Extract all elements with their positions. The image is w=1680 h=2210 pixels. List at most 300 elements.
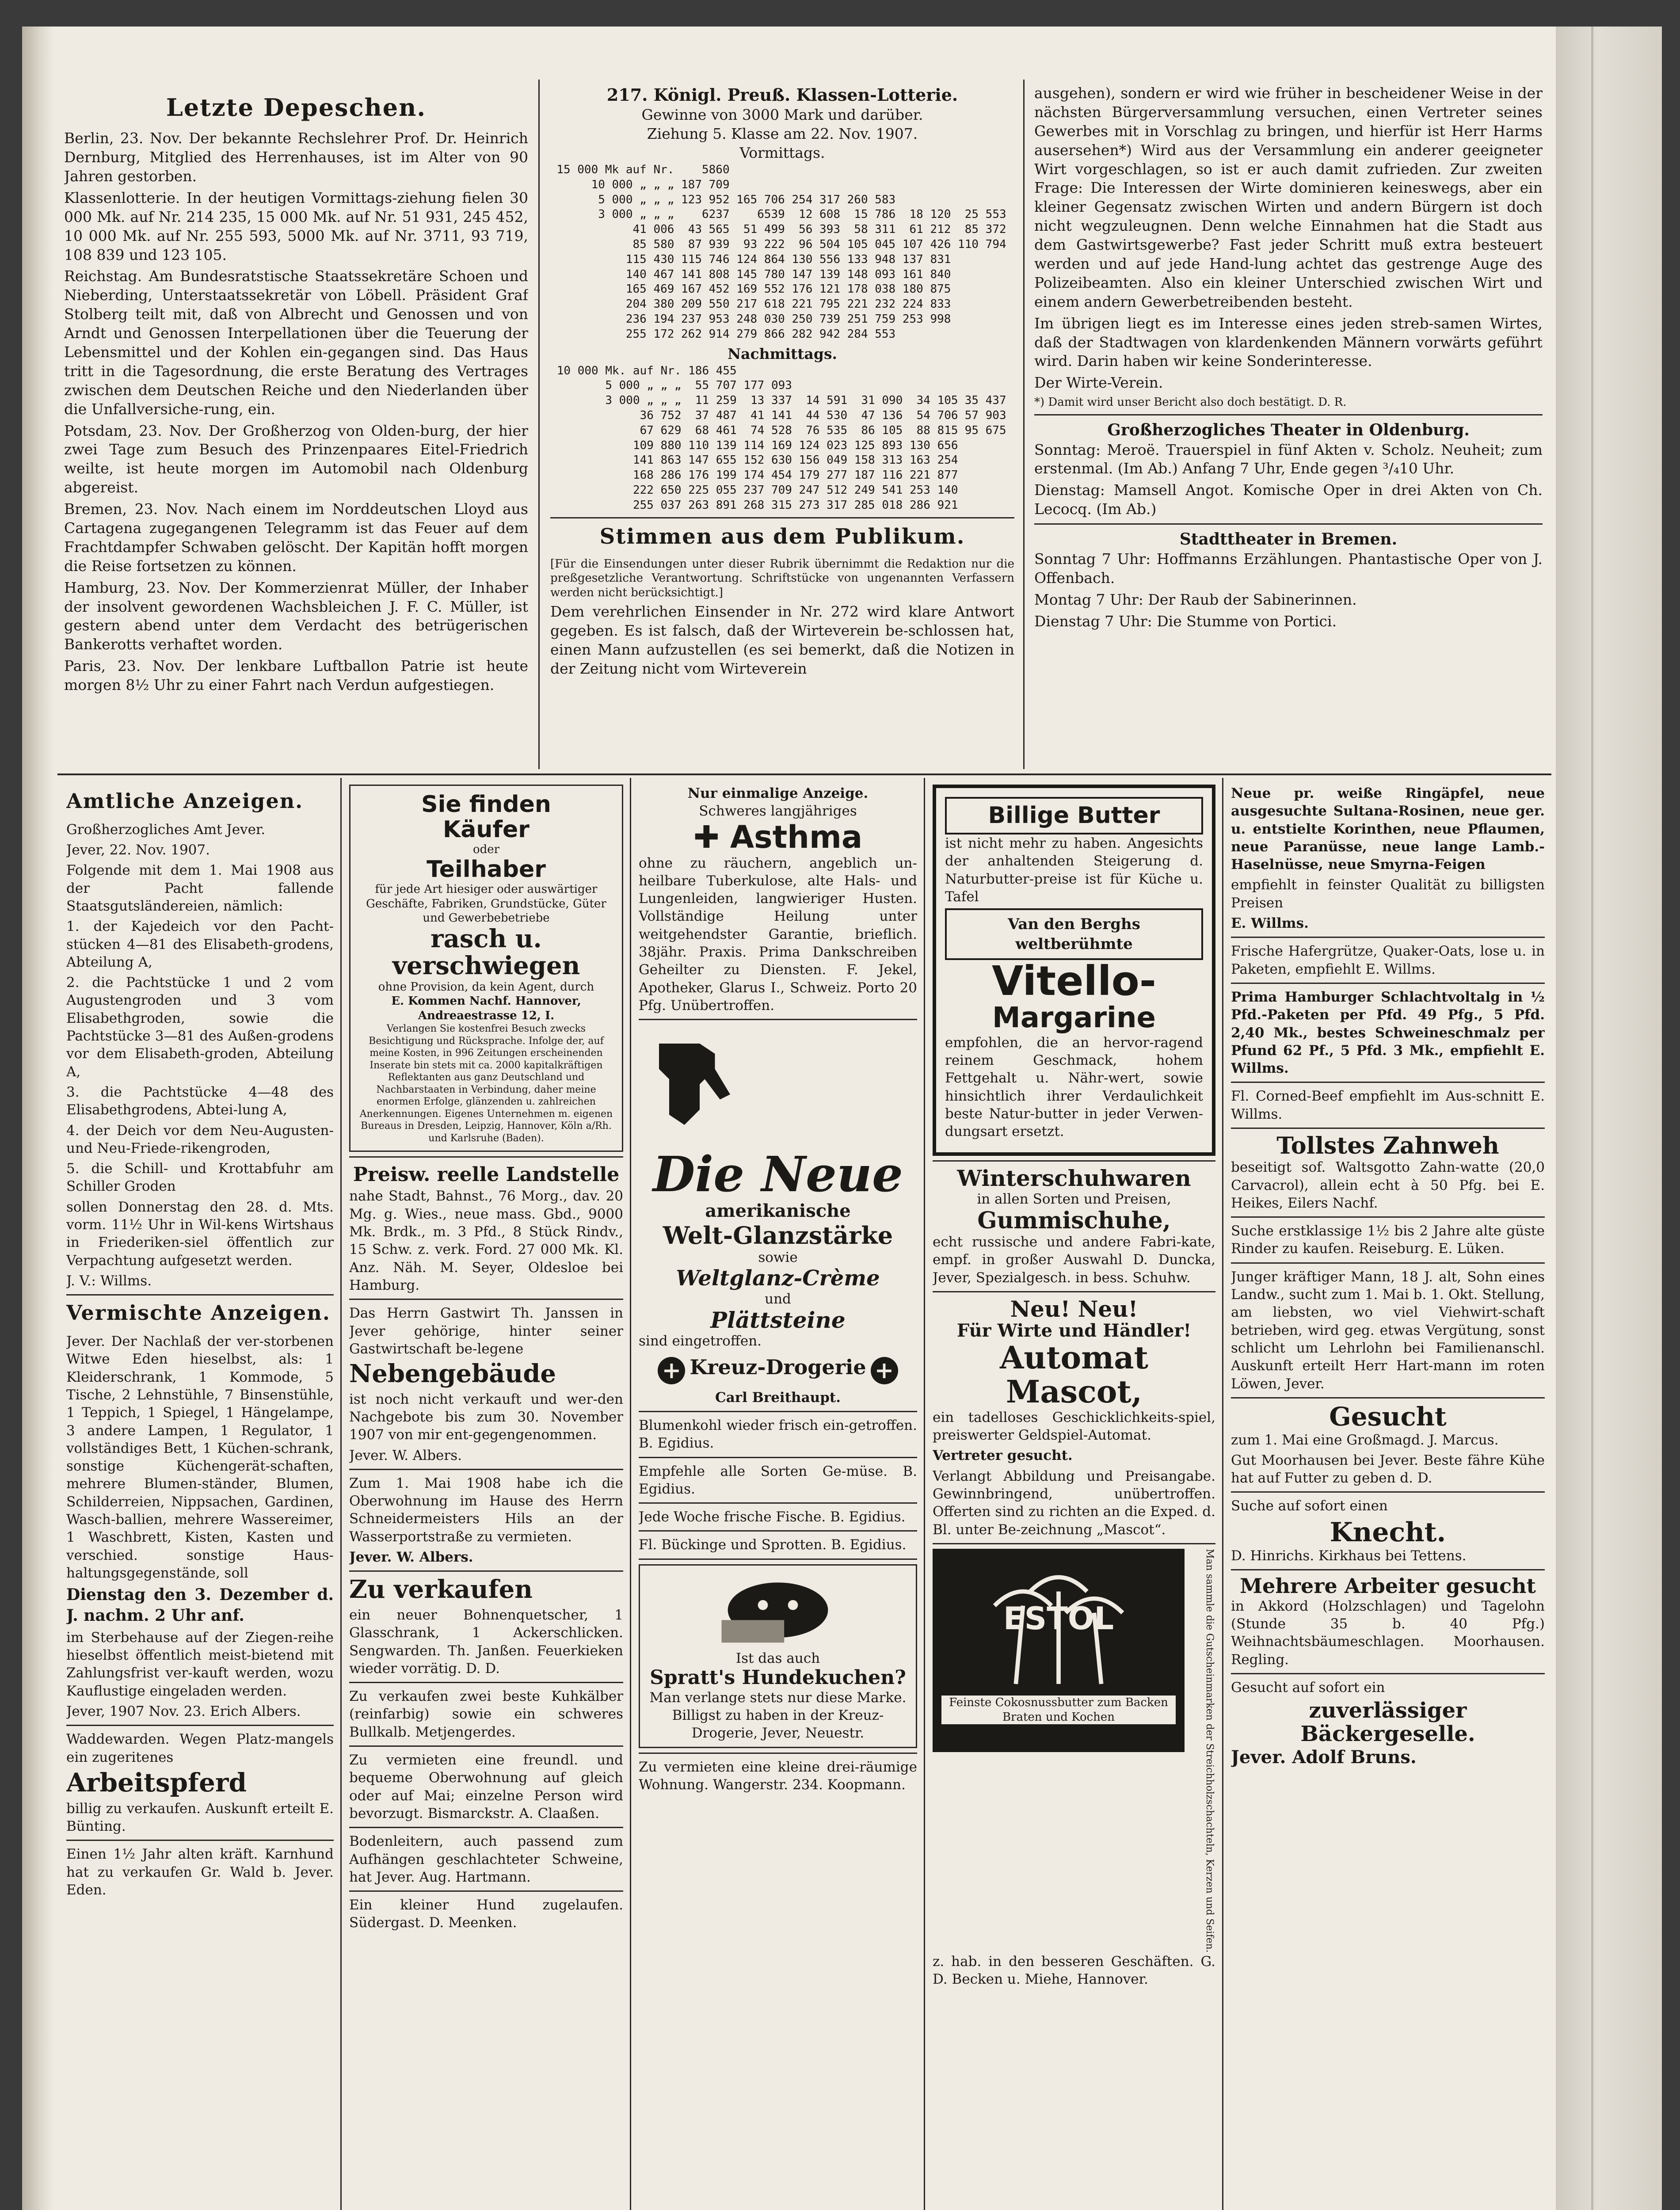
butter-brand1: Van den Berghs weltberühmte <box>945 908 1203 960</box>
publikum-note: [Für die Einsendungen unter dieser Rubrik übernimmt die Redaktion nur die preßgesetzliche Verantwortung. Schriftstücke von ungenannten Verfassern werden nicht berücksichtigt.] <box>550 557 1014 599</box>
page-edge-right <box>1556 27 1662 2210</box>
knecht-title: Knecht. <box>1330 1517 1446 1548</box>
lotterie-cell <box>898 327 953 342</box>
lotterie-cell: 58 311 <box>854 223 896 236</box>
bulldog-icon <box>644 1570 911 1645</box>
lotterie-cell: 145 780 <box>736 267 785 281</box>
lotterie-cell: 177 093 <box>743 379 792 392</box>
lotterie-cell: 140 467 <box>625 267 674 281</box>
lotterie-cell: 165 706 <box>736 193 785 206</box>
lotterie-row <box>550 483 1014 498</box>
lotterie-cell: 253 140 <box>909 483 958 497</box>
lotterie-cell: 148 093 <box>847 267 896 281</box>
lotterie-cell <box>1009 178 1014 193</box>
lotterie-cell: 87 939 <box>688 238 730 251</box>
lotterie-row <box>550 498 1014 513</box>
mascot-l4: Vertreter gesucht. <box>933 1448 1073 1464</box>
butter-column <box>933 785 1215 2210</box>
egidius-ad: Empfehle alle Sorten Ge-müse. B. Egidius. <box>639 1463 917 1497</box>
lotterie-cell: 3 000 „ „ „ <box>598 208 674 221</box>
lotterie-date: Ziehung 5. Klasse am 22. Nov. 1907. <box>647 125 918 143</box>
asthma-title-row <box>639 820 917 854</box>
lotterie-cell: 25 553 <box>964 208 1006 221</box>
lotterie-cell <box>1009 408 1014 423</box>
lotterie-cell <box>898 178 953 193</box>
lotterie-cell <box>843 163 898 178</box>
amtliche-column <box>66 785 334 2210</box>
kaeufer-ad <box>349 785 623 1152</box>
lotterie-cell: 85 580 <box>632 238 674 251</box>
lotterie-cell <box>1009 207 1014 222</box>
glanz-l2: amerikanische <box>705 1200 851 1222</box>
lotterie-cell <box>795 364 850 379</box>
lotterie-cell: 254 317 <box>792 193 841 206</box>
baecker-pre: Gesucht auf sofort ein <box>1231 1679 1385 1696</box>
lotterie-cell: 249 541 <box>854 483 903 497</box>
landstelle-title: Preisw. reelle Landstelle <box>353 1163 620 1186</box>
kaeufer-l4: Teilhaber <box>427 856 546 883</box>
depesche-item: Paris, 23. Nov. Der lenkbare Luftballon Patrie ist heute morgen 8½ Uhr zu einer Fahrt nach Verdun aufgestiegen. <box>64 657 528 694</box>
lotterie-cell <box>953 163 1009 178</box>
glanz-l6: und <box>765 1291 791 1307</box>
lotterie-cell: 12 608 <box>799 208 841 221</box>
lotterie-cell: 247 512 <box>799 483 848 497</box>
lotterie-cell: 236 194 <box>625 312 674 326</box>
lotterie-cell <box>898 163 953 178</box>
lotterie-row <box>550 453 1014 468</box>
vermischte-sign: Jever, 1907 Nov. 23. Erich Albers. <box>66 1703 301 1719</box>
lotterie-row <box>550 423 1014 438</box>
lotterie-cell: 124 864 <box>736 252 785 266</box>
lotterie-cell: 96 504 <box>799 238 841 251</box>
lotterie-cell: 36 752 <box>640 408 682 422</box>
nachmittags-table <box>550 364 1014 513</box>
theater-line: Sonntag: Meroë. Trauerspiel in fünf Akten v. Scholz. Neuheit; zum erstenmal. (Im Ab.) Anfang 7 Uhr, Ende gegen ³/₄10 Uhr. <box>1034 441 1543 477</box>
lotterie-cell: 44 530 <box>806 408 848 422</box>
vermieten-text: Zu vermieten eine freundl. und bequeme Oberwohnung auf gleich oder auf Mai; einzelne Person wird bevorzugt. Bismarckstr. A. Claaßen. <box>349 1752 623 1821</box>
nebengebaeude-text1: Das Herrn Gastwirt Th. Janssen in Jever gehörige, hinter seiner Gastwirtschaft be-legene <box>349 1305 623 1357</box>
lotterie-cell <box>961 438 1009 453</box>
rind-text: Einen 1½ Jahr alten kräft. Karnhund hat zu verkaufen Gr. Wald b. Jever. Eden. <box>66 1846 334 1898</box>
wadde-text: Waddewarden. Wegen Platz-mangels ein zugeritenes <box>66 1731 334 1765</box>
lotterie-cell <box>953 178 1009 193</box>
gesucht-text2: Gut Moorhausen bei Jever. Beste fähre Kühe hat auf Futter zu geben d. D. <box>1231 1452 1545 1486</box>
theater-line: Montag 7 Uhr: Der Raub der Sabinerinnen. <box>1034 591 1357 608</box>
plus-cross-icon: ✚ <box>693 819 720 855</box>
nebengebaeude-text2: ist noch nicht verkauft und wer-den Nachgebote bis zum 30. November 1907 von mir ent-gegengenommen. <box>349 1391 623 1443</box>
mascot-text: ein tadelloses Geschicklichkeits-spiel, preiswerter Geldspiel-Automat. <box>933 1409 1215 1444</box>
newspaper-page <box>22 27 1556 2210</box>
kaeufer-l6: rasch u. verschwiegen <box>392 924 580 981</box>
amtliche-line: sollen Donnerstag den 28. d. Mts. vorm. 11½ Uhr in Wil-kens Wirtshaus in Friederiken-siel öffentlich zur Verpachtung aufgesetzt werden. <box>66 1199 334 1269</box>
lotterie-cell: 41 141 <box>750 408 792 422</box>
lotterie-cell <box>843 178 898 193</box>
butter-text2: empfohlen, die an hervor-ragend reinem Geschmack, hohem Fettgehalt u. Nähr-wert, sowie hinsichtlich ihrer Verdaulichkeit beste Natur-butter in jeder Verwen-dungsart ersetzt. <box>945 1034 1203 1140</box>
asthma-kicker: Nur einmalige Anzeige. <box>687 785 869 801</box>
estol-ad <box>933 1549 1215 1953</box>
lotterie-cell: 279 866 <box>736 327 785 341</box>
lotterie-cell <box>953 193 1009 208</box>
lotterie-cell: 250 739 <box>792 312 841 326</box>
column-rule <box>340 778 342 2210</box>
lotterie-cell: 3 000 „ „ „ <box>605 394 682 408</box>
lotterie-cell: 253 998 <box>902 312 951 326</box>
lotterie-row <box>550 468 1014 483</box>
lotterie-cell <box>1009 327 1014 342</box>
lotterie-cell: 169 552 <box>736 282 785 296</box>
lotterie-cell <box>1009 378 1014 393</box>
lotterie-cell: 141 863 <box>632 453 682 467</box>
kuhkaelber-text: Zu verkaufen zwei beste Kuhkälber (reinfarbig) sowie ein schweres Bullkalb. Metjengerdes. <box>349 1688 623 1740</box>
lotterie-cell: 88 815 <box>916 423 958 437</box>
verkaufen-text: ein neuer Bohnenquetscher, 1 Glasschrank, 1 Ackerschlicken. Sengwarden. Th. Janßen. Feuerkieken wieder vorrätig. D. D. <box>349 1607 623 1677</box>
lotterie-cell: 15 000 Mk auf Nr. <box>556 163 674 177</box>
lotterie-row <box>550 207 1014 222</box>
glanz-l3: Welt-Glanzstärke <box>663 1221 893 1250</box>
asthma-text: ohne zu räuchern, angeblich un-heilbare Tuberkulose, alte Hals- und Lungenleiden, langwieriger Husten. Vollständige Heilung unter weitgehendster Garantie, brieflich. 38jähr. Praxis. Prima Dankschreiben Geheilter zu Diensten. F. Jekel, Apotheker, Glarus I., Schweiz. Porto 20 Pfg. Unübertroffen. <box>639 855 917 1014</box>
lotterie-cell: 262 914 <box>681 327 730 341</box>
egidius-ad: Fl. Bückinge und Sprotten. B. Egidius. <box>639 1537 907 1553</box>
lotterie-cell <box>1009 468 1014 483</box>
publikum-text: Dem verehrlichen Einsender in Nr. 272 wird klare Antwort gegeben. Es ist falsch, daß der Wirteverein be-schlossen hat, einen Mann aufzustellen (es sei bemerkt, daß die Notizen in der Zeitung nicht vom Wirteverein <box>550 603 1014 678</box>
lotterie-cell <box>953 282 1009 297</box>
lotterie-cell <box>795 378 850 393</box>
lotterie-cell <box>898 193 953 208</box>
lotterie-row <box>550 327 1014 342</box>
lotterie-row <box>550 163 1014 178</box>
lotterie-cell: 34 105 <box>916 394 958 408</box>
lotterie-cell <box>953 267 1009 282</box>
lotterie-cell: 156 049 <box>799 453 848 467</box>
amtliche-line: Jever, 22. Nov. 1907. <box>66 842 210 858</box>
lotterie-cell <box>1009 393 1014 408</box>
spratt-ad <box>639 1564 917 1748</box>
lotterie-cell: 76 535 <box>806 423 848 437</box>
lotterie-cell: 51 499 <box>743 223 785 236</box>
lotterie-cell: 187 116 <box>854 469 903 482</box>
drogerie-owner: Carl Breithaupt. <box>715 1389 841 1406</box>
lotterie-cell <box>732 178 788 193</box>
estol-logo: ESTOL <box>1003 1600 1114 1637</box>
lotterie-cell: 93 222 <box>743 238 785 251</box>
lotterie-cell: 130 656 <box>909 438 958 452</box>
lotterie-cell: 13 337 <box>750 394 792 408</box>
depesche-item: Potsdam, 23. Nov. Der Großherzog von Olden-burg, der hier zwei Tage zum Besuch des Prinzenpaares Eitel-Friedrich weilte, ist heute morgen im Automobil nach Oldenburg abgereist. <box>64 422 528 496</box>
estol-sub: Feinste Cokosnussbutter zum Backen Braten und Kochen <box>941 1696 1176 1724</box>
lotterie-cell: 286 921 <box>909 498 958 512</box>
lotterie-cell: 61 212 <box>909 223 951 236</box>
amtliche-line: Großherzogliches Amt Jever. <box>66 821 266 838</box>
kaeufer-l3: oder <box>472 843 500 857</box>
lotterie-cell: 209 550 <box>681 297 730 311</box>
column-rule <box>1023 80 1025 769</box>
lotterie-cell <box>1009 222 1014 237</box>
drogerie-name: Kreuz-Drogerie <box>690 1355 866 1379</box>
lotterie-cell: 268 315 <box>743 498 792 512</box>
lotterie-cell: 273 317 <box>799 498 848 512</box>
wirte-column <box>1034 84 1543 769</box>
lotterie-cell <box>953 327 1009 342</box>
winter-text: echt russische und andere Fabri-kate, empf. in großer Auswahl D. Duncka, Jever, Spezialgesch. in bess. Schuhw. <box>933 1234 1215 1286</box>
kaeufer-l7: ohne Provision, da kein Agent, durch <box>378 980 594 994</box>
lotterie-cell: 255 037 <box>632 498 682 512</box>
lotterie-cell: 43 565 <box>688 223 730 236</box>
lotterie-cell: 147 655 <box>688 453 737 467</box>
lotterie-cell: 222 650 <box>632 483 682 497</box>
lotterie-row <box>550 282 1014 297</box>
landstelle-text: nahe Stadt, Bahnst., 76 Morg., dav. 20 Mg. g. Wies., neue mass. Gbd., 9000 Mk. Brdk., m. 3 Pfd., 8 Stück Rindv., 15 Schw. z. verk. Ford. 27 000 Mk. Kl. Anz. Näh. M. Seyer, Oldesloe bei Hamburg. <box>349 1188 623 1293</box>
wohnung-text: Zu vermieten eine kleine drei-räumige Wohnung. Wangerstr. 234. Koopmann. <box>639 1759 917 1793</box>
lotterie-cell: 110 794 <box>958 238 1006 251</box>
kaeufer-l9: Verlangen Sie kostenfrei Besuch zwecks Besichtigung und Rücksprache. Infolge der, auf meine Kosten, in 996 Zeitungen erscheinenden Inserate bin stets mit ca. 2000 kapitalkräftigen Reflektanten aus ganz Deutschland und Nachbarstaaten in Verbindung, daher meine enormen Erfolge, glänzenden u. zahlreichen Anerkennungen. Eigenes Unternehmen m. eigenen Bureaus in Dresden, Leipzig, Hannover, Köln a/Rh. und Karlsruhe (Baden). <box>359 1023 613 1144</box>
lotterie-cell: 255 172 <box>625 327 674 341</box>
lotterie-row <box>550 393 1014 408</box>
lotterie-cell: 221 795 <box>792 297 841 311</box>
theater-title-bremen: Stadttheater in Bremen. <box>1179 530 1398 549</box>
lotterie-cell: 237 953 <box>681 312 730 326</box>
wirte-footnote: *) Damit wird unser Bericht also doch bestätigt. D. R. <box>1034 396 1347 409</box>
amtliche-sign: J. V.: Willms. <box>66 1273 152 1289</box>
wirte-sign: Der Wirte-Verein. <box>1034 374 1163 392</box>
glanz-l4: sowie <box>758 1250 798 1266</box>
glanz-title: Die Neue <box>653 1145 903 1203</box>
amtliche-line: 1. der Kajedeich vor den Pacht-stücken 4—81 des Elisabeth-grodens, Abteilung A, <box>66 918 334 970</box>
depesche-item: Reichstag. Am Bundesratstische Staatssekretäre Schoen und Nieberding, Unterstaatssekretär von Löbell. Präsident Graf Stolberg teilt mit, daß von Albrecht und Genossen und von Arndt und Genossen Interpellationen über die Teuerung der Lebensmittel und der Kohlen ein-gegangen sind. Das Haus tritt in die Tagesordnung, die erste Beratung des Vertrages zwischen dem Deutschen Reiche und den Niederlanden über die Unfallversiche-rung, ein. <box>64 267 528 418</box>
lotterie-cell: 6237 <box>701 208 730 221</box>
vermischte-title: Vermischte Anzeigen. <box>66 1301 331 1325</box>
lotterie-row <box>550 408 1014 423</box>
rinder-text: Suche erstklassige 1½ bis 2 Jahre alte güste Rinder zu kaufen. Reiseburg. E. Lüken. <box>1231 1223 1545 1257</box>
theater-line: Dienstag 7 Uhr: Die Stumme von Portici. <box>1034 612 1337 630</box>
baecker-title: zuverlässiger Bäckergeselle. <box>1300 1698 1475 1746</box>
nebengebaeude-title: Nebengebäude <box>349 1359 556 1389</box>
lotterie-cell: 224 833 <box>902 297 951 311</box>
column-rule <box>630 778 631 2210</box>
lotterie-cell: 174 454 <box>743 469 792 482</box>
depeschen-title: Letzte Depeschen. <box>166 93 427 122</box>
lotterie-cell: 35 437 <box>964 394 1006 408</box>
amtliche-line: Folgende mit dem 1. Mai 1908 aus der Pacht fallende Staatsgutsländereien, nämlich: <box>66 862 334 914</box>
arbeitspferd-title: Arbeitspferd <box>66 1767 247 1798</box>
amtliche-title: Amtliche Anzeigen. <box>66 789 304 813</box>
lotterie-row <box>550 178 1014 193</box>
mascot-text2: Verlangt Abbildung und Preisangabe. Gewinnbringend, unübertroffen. Offerten sind zu richten an die Exped. d. Bl. unter Be-zeichnung „Mascot“. <box>933 1468 1215 1538</box>
gesucht-title: Gesucht <box>1329 1401 1447 1432</box>
lotterie-cell: 225 055 <box>688 483 737 497</box>
lotterie-cell: 18 120 <box>909 208 951 221</box>
lotterie-cell: 41 006 <box>632 223 674 236</box>
butter-text1: ist nicht mehr zu haben. Angesichts der anhaltenden Steigerung d. Naturbutter-preise ist für Küche u. Tafel <box>945 835 1203 905</box>
spratt-l1: Ist das auch <box>735 1650 820 1667</box>
mascot-l2: Für Wirte und Händler! <box>956 1320 1192 1341</box>
lotterie-cell: 147 139 <box>792 267 841 281</box>
lotterie-cell: 221 877 <box>909 469 958 482</box>
lotterie-row <box>550 378 1014 393</box>
winter-l3: Gummischuhe, <box>977 1207 1171 1234</box>
theater-title-oldenburg: Großherzogliches Theater in Oldenburg. <box>1107 420 1470 439</box>
lotterie-column <box>550 84 1014 769</box>
lotterie-cell <box>788 163 843 178</box>
column-rule <box>1222 778 1223 2210</box>
kaeufer-l2: Käufer <box>443 816 530 843</box>
lotterie-cell: 5 000 „ „ „ <box>598 193 674 206</box>
lotterie-cell <box>1009 453 1014 468</box>
lotterie-cell: 124 023 <box>799 438 848 452</box>
willms-text3: Frische Hafergrütze, Quaker-Oats, lose u. in Paketen, empfiehlt E. Willms. <box>1231 943 1545 977</box>
glanz-l8: sind eingetroffen. <box>639 1333 762 1349</box>
winter-l2: in allen Sorten und Preisen, <box>977 1191 1171 1207</box>
lotterie-cell <box>1009 282 1014 297</box>
lotterie-cell: 14 591 <box>806 394 848 408</box>
knecht-sign: D. Hinrichs. Kirkhaus bei Tettens. <box>1231 1547 1467 1564</box>
zahnweh-text: beseitigt sof. Waltsgotto Zahn-watte (20,0 Carvacrol), allein echt à 50 Pfg. bei E. Heikes, Eilers Nachf. <box>1231 1159 1545 1211</box>
lotterie-cell: 115 746 <box>681 252 730 266</box>
butter-brand3: Margarine <box>992 1002 1156 1035</box>
lotterie-cell: 237 709 <box>743 483 792 497</box>
theater-line: Dienstag: Mamsell Angot. Komische Oper in drei Akten von Ch. Lecocq. (Im Ab.) <box>1034 481 1543 518</box>
mascot-l3: Automat Mascot, <box>1000 1339 1148 1410</box>
lotterie-cell <box>1009 163 1014 178</box>
mascot-l1: Neu! Neu! <box>1010 1296 1138 1322</box>
lotterie-cell: 56 393 <box>799 223 841 236</box>
nachmittags-label: Nachmittags. <box>727 345 838 362</box>
lotterie-cell <box>1009 267 1014 282</box>
spratt-l2: Spratt's Hundekuchen? <box>650 1666 906 1689</box>
lotterie-cell: 68 461 <box>695 423 737 437</box>
oberwohnung-sign: Jever. W. Albers. <box>349 1549 473 1566</box>
lotterie-cell <box>953 312 1009 327</box>
lotterie-cell: 55 707 <box>695 379 737 392</box>
baecker-sign: Jever. Adolf Bruns. <box>1231 1746 1417 1768</box>
lotterie-cell: 137 831 <box>902 252 951 266</box>
lotterie-cell <box>961 483 1009 498</box>
lotterie-cell <box>905 378 960 393</box>
drogerie-row <box>639 1354 917 1384</box>
spratt-l3: Man verlange stets nur diese Marke. Billigst zu haben in der Kreuz-Drogerie, Jever, Neuestr. <box>649 1689 907 1741</box>
lotterie-cell <box>788 178 843 193</box>
lotterie-cell <box>953 252 1009 267</box>
lotterie-cell: 11 259 <box>695 394 737 408</box>
page-binding <box>22 27 53 2210</box>
lotterie-cell <box>1009 193 1014 208</box>
lotterie-cell <box>850 364 905 379</box>
lotterie-row <box>550 193 1014 208</box>
vermischte-text: Jever. Der Nachlaß der ver-storbenen Witwe Eden hieselbst, als: 1 Kleiderschrank, 1 Kommode, 5 Tische, 2 Lehnstühle, 7 Binsenstühle, 1 Teppich, 1 Spiegel, 1 Hängelampe, 3 andere Lampen, 1 Regulator, 1 vollständiges Bett, 1 Küchen-schrank, sonstige Küchengerät-schaften, mehrere Blumen-ständer, Blumen, Schilderreien, Nippsachen, Gardinen, Wasch-ballien, mehrere Wassereimer, 1 Waschbrett, Kisten, Kasten und verschied. sonstige Haus-haltungsgegenstände, soll <box>66 1334 334 1581</box>
amtliche-line: 4. der Deich vor dem Neu-Augusten- und Neu-Friede-rikengroden, <box>66 1122 334 1156</box>
willms-text2: empfiehlt in feinster Qualität zu billigsten Preisen <box>1231 877 1545 911</box>
lotterie-cell: 10 000 „ „ „ <box>591 178 674 191</box>
lotterie-title: 217. Königl. Preuß. Klassen-Lotterie. <box>606 85 958 105</box>
amtliche-line: 3. die Pachtstücke 4—48 des Elisabethgrodens, Abtei-lung A, <box>66 1084 334 1118</box>
lotterie-cell: 85 372 <box>964 223 1006 236</box>
willms-text5: Fl. Corned-Beef empfiehlt im Aus-schnitt E. Willms. <box>1231 1088 1545 1122</box>
lotterie-cell <box>953 297 1009 312</box>
lotterie-cell: 251 759 <box>847 312 896 326</box>
lotterie-cell: 15 786 <box>854 208 896 221</box>
lotterie-cell: 86 105 <box>861 423 903 437</box>
glanz-l7: Plättsteine <box>710 1307 846 1333</box>
jungmann-text: Junger kräftiger Mann, 18 J. alt, Sohn eines Landw., sucht zum 1. Mai b. 1. Okt. Stellung, am liebsten, wo viel Viehwirt-schaft betrieben, wird geg. etwas Vergütung, sonst schlicht um Lehrlohn bei Familienanschl. Auskunft erteilt Herr Hart-mann im roten Löwen, Jever. <box>1231 1269 1545 1392</box>
lotterie-cell: 204 380 <box>625 297 674 311</box>
pointing-hand-icon <box>639 1033 740 1135</box>
lotterie-subtitle: Gewinne von 3000 Mark und darüber. <box>641 106 923 124</box>
lotterie-cell: 161 840 <box>902 267 951 281</box>
lotterie-cell <box>1009 297 1014 312</box>
lotterie-cell <box>1009 237 1014 252</box>
lotterie-cell: 74 528 <box>750 423 792 437</box>
vermischte-text2: im Sterbehause auf der Ziegen-reihe hieselbst öffentlich meist-bietend mit Zahlungsfrist ver-kauft werden, wozu Kauflustige eingeladen werden. <box>66 1629 334 1699</box>
column-rule <box>538 80 540 769</box>
red-cross-icon: + <box>658 1357 685 1384</box>
willms-text1: Neue pr. weiße Ringäpfel, neue ausgesuchte Sultana-Rosinen, neue ger. u. entstielte Korinthen, neue Pflaumen, neue Paranüsse, neue lange Lamb.-Haselnüsse, neue Smyrna-Feigen <box>1231 785 1545 873</box>
lotterie-cell: 163 254 <box>909 453 958 467</box>
vormittags-table <box>550 163 1014 342</box>
kaeufer-column <box>349 785 623 2210</box>
lotterie-cell: 37 487 <box>695 408 737 422</box>
lotterie-cell: 284 553 <box>847 327 896 341</box>
bodenleitern-text: Bodenleitern, auch passend zum Aufhängen geschlachteter Schweine, hat Jever. Aug. Hartmann. <box>349 1833 623 1885</box>
asthma-sub: Schweres langjähriges <box>699 803 857 819</box>
lotterie-cell <box>905 364 960 379</box>
lotterie-cell <box>850 378 905 393</box>
zahnweh-title: Tollstes Zahnweh <box>1276 1132 1499 1160</box>
lotterie-cell: 187 709 <box>681 178 730 191</box>
lotterie-cell: 179 277 <box>799 469 848 482</box>
arbeiter-text: in Akkord (Holzschlagen) und Tagelohn (Stunde 35 b. 40 Pfg.) Weihnachtsbäumeschlagen. Moorhausen. Regling. <box>1231 1598 1545 1668</box>
lotterie-row <box>550 252 1014 267</box>
lotterie-cell: 6539 <box>757 208 785 221</box>
lotterie-cell <box>961 453 1009 468</box>
lotterie-cell: 176 121 <box>792 282 841 296</box>
lotterie-row <box>550 438 1014 453</box>
lotterie-row <box>550 297 1014 312</box>
lotterie-cell: 105 045 <box>847 238 896 251</box>
butter-title: Billige Butter <box>945 797 1203 834</box>
lotterie-cell: 67 629 <box>640 423 682 437</box>
lotterie-cell: 176 199 <box>688 469 737 482</box>
lotterie-cell <box>961 378 1009 393</box>
lotterie-cell: 31 090 <box>861 394 903 408</box>
publikum-title: Stimmen aus dem Publikum. <box>599 524 965 549</box>
depesche-item: Berlin, 23. Nov. Der bekannte Rechslehrer Prof. Dr. Heinrich Dernburg, Mitglied des Herrenhauses, ist im Alter von 90 Jahren gestorben. <box>64 130 528 185</box>
lotterie-cell: 115 430 <box>625 252 674 266</box>
lotterie-row <box>550 222 1014 237</box>
willms-sign: E. Willms. <box>1231 915 1309 932</box>
lotterie-cell: 130 556 <box>792 252 841 266</box>
arbeiter-title: Mehrere Arbeiter gesucht <box>1240 1574 1536 1598</box>
knecht-pre: Suche auf sofort einen <box>1231 1498 1388 1514</box>
verkaufen-title: Zu verkaufen <box>349 1575 533 1604</box>
depesche-item: Bremen, 23. Nov. Nach einem im Norddeutschen Lloyd aus Cartagena zugegangenen Telegramm ist das Feuer auf dem Frachtdampfer Schwaben gelöscht. Der Kapitän hofft morgen die Reise fortsetzen zu können. <box>64 500 528 575</box>
egidius-ad: Jede Woche frische Fische. B. Egidius. <box>639 1509 906 1525</box>
lotterie-row <box>550 267 1014 282</box>
butter-ad <box>933 785 1215 1156</box>
lotterie-cell: 260 583 <box>847 193 896 206</box>
lotterie-cell <box>1009 312 1014 327</box>
lotterie-cell <box>1009 483 1014 498</box>
hund-text: Ein kleiner Hund zugelaufen. Südergast. D. Meenken. <box>349 1897 623 1931</box>
depesche-item: Klassenlotterie. In der heutigen Vormittags-ziehung fielen 30 000 Mk. auf Nr. 214 235, 15 000 Mk. auf Nr. 51 931, 245 452, 10 000 Mk. auf Nr. 255 593, 5000 Mk. auf Nr. 3711, 93 719, 108 839 und 123 105. <box>64 189 528 263</box>
wirte-text: ausgehen), sondern er wird wie früher in bescheidener Weise in der nächsten Bürgerversammlung versuchen, einen Vertreter seines Gewerbes mit in Vorschlag zu bringen, und hierfür ist Herr Harms ausersehen*) Wird aus der Versammlung ein anderer geeigneter Wirt vorgeschlagen, so ist er auch damit zufrieden. Zur zweiten Frage: Die Interessen der Wirte dominieren keineswegs, aber ein kleiner Gegensatz zwischen Wirten und andern Bürgern ist doch nicht wegzuleugnen. Denn welche Einnahmen hat die Stadt aus dem Gastwirtsgewerbe? Fast jeder Schritt muß extra besteuert werden und auf jede Hand-lung achtet das gestrenge Auge des Polizeibeamten. Also ein kleiner Unterschied zwischen Wirt und einem andern Gewerbetreibenden besteht. <box>1034 84 1543 310</box>
red-cross-icon: + <box>871 1357 898 1384</box>
kaeufer-l5: für jede Art hiesiger oder auswärtiger Geschäfte, Fabriken, Grundstücke, Güter und Gewerbebetriebe <box>366 883 606 925</box>
asthma-column <box>639 785 917 2210</box>
lotterie-cell: 114 169 <box>743 438 792 452</box>
lotterie-cell <box>1009 252 1014 267</box>
winter-title: Winterschuhwaren <box>957 1165 1191 1191</box>
lotterie-cell <box>732 163 788 178</box>
wirte-text2: Im übrigen liegt es im Interesse eines jeden streb-samen Wirtes, daß der Stadtwagen von klardenkenden Männern vorwärts geführt wird. Darin haben wir keine Sonderinteresse. <box>1034 314 1543 370</box>
